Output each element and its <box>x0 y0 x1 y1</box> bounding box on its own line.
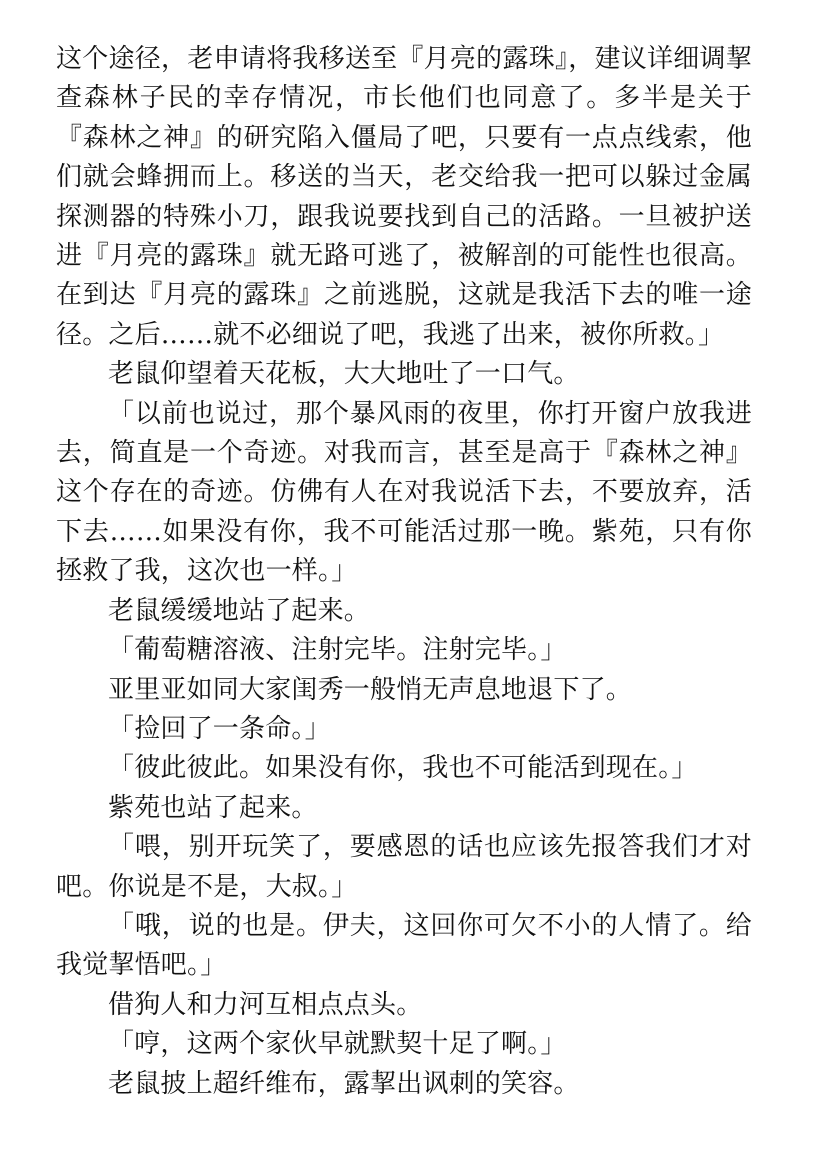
paragraph-13: 「哼，这两个家伙早就默契十足了啊。」 <box>108 1029 567 1060</box>
paragraph-1: 这个途径，老申请将我移送至『月亮的露珠』，建议详细调挈查森林子民的幸存情况，市长他们也同意了。多半是关于『森林之神』的研究陷入僵局了吧，只要有一点点线索，他们就会蜂拥而上。移送的当天，老交给我一把可以躲过金属探测器的特殊小刀，跟我说要找到自己的活路。一旦被护送进『月亮的露珠』就无路可逃了，被解剖的可能性也很高。在到达『月亮的露珠』之前逃脱，这就是我活下去的唯一途径。之后……就不必细说了吧，我逃了出来，被你所救。」 <box>56 44 752 350</box>
paragraph-5: 「葡萄糖溶液、注射完毕。注射完毕。」 <box>108 635 567 666</box>
paragraph-11: 「哦，说的也是。伊夫，这回你可欠不小的人情了。给我觉挈悟吧。」 <box>56 910 752 981</box>
paragraph-9: 紫苑也站了起来。 <box>108 792 318 823</box>
document-page <box>56 40 752 1104</box>
paragraph-4: 老鼠缓缓地站了起来。 <box>108 595 371 626</box>
paragraph-8: 「彼此彼此。如果没有你，我也不可能活到现在。」 <box>108 753 698 784</box>
paragraph-12: 借狗人和力河互相点点头。 <box>108 989 423 1020</box>
paragraph-2: 老鼠仰望着天花板，大大地吐了一口气。 <box>108 359 580 390</box>
paragraph-3: 「以前也说过，那个暴风雨的夜里，你打开窗户放我进去，简直是一个奇迹。对我而言，甚至是高于『森林之神』这个存在的奇迹。仿佛有人在对我说活下去，不要放弃，活下去……如果没有你，我不可能活过那一晚。紫苑，只有你拯救了我，这次也一样。」 <box>56 398 752 587</box>
paragraph-7: 「捡回了一条命。」 <box>108 713 331 744</box>
paragraph-10: 「喂，别开玩笑了，要感恩的话也应该先报答我们才对吧。你说是不是，大叔。」 <box>56 832 752 902</box>
paragraph-6: 亚里亚如同大家闺秀一般悄无声息地退下了。 <box>108 674 633 705</box>
paragraph-14: 老鼠披上超纤维布，露挈出讽刺的笑容。 <box>108 1068 580 1099</box>
